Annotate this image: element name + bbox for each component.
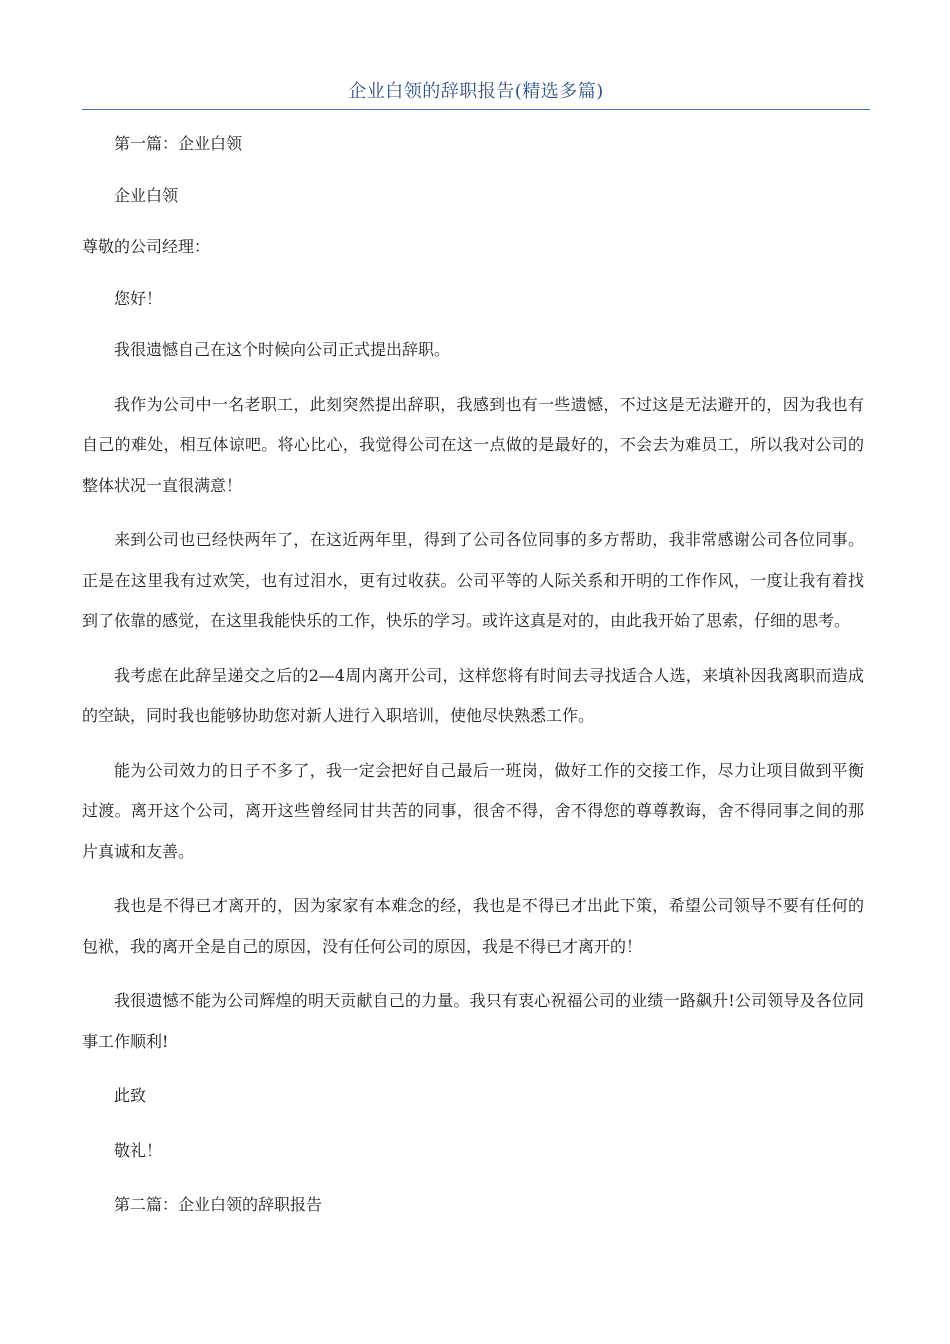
body-paragraph: 我作为公司中一名老职工，此刻突然提出辞职，我感到也有一些遗憾，不过这是无法避开的，因为我也有自己的难处，相互体谅吧。将心比心，我觉得公司在这一点做的是最好的，不会去为难员工，所以我对公司的整体状况一直很满意！: [82, 394, 864, 495]
letter-regards: 敬礼！: [114, 1140, 163, 1160]
body-paragraph: 我考虑在此辞呈递交之后的2—4周内离开公司，这样您将有时间去寻找适合人选，来填补因我离职而造成的空缺，同时我也能够协助您对新人进行入职培训，使他尽快熟悉工作。: [82, 665, 864, 725]
letter-greeting: 您好！: [114, 288, 163, 308]
body-paragraph: 我很遗憾自己在这个时候向公司正式提出辞职。: [114, 340, 451, 359]
section-heading-part-1: 第一篇：企业白领: [114, 134, 243, 153]
document-title: 企业白领的辞职报告(精选多篇): [348, 81, 604, 102]
letter-closing: 此致: [114, 1086, 147, 1105]
document-body: [82, 124, 864, 1226]
body-paragraph: 能为公司效力的日子不多了，我一定会把好自己最后一班岗，做好工作的交接工作，尽力让项目做到平衡过渡。离开这个公司，离开这些曾经同甘共苦的同事，很舍不得，舍不得您的尊尊教诲，舍不得同事之间的那片真诚和友善。: [82, 760, 864, 861]
letter-salutation: 尊敬的公司经理：: [82, 237, 211, 256]
body-paragraph: 我也是不得已才离开的，因为家家有本难念的经，我也是不得已才出此下策，希望公司领导不要有任何的包袱，我的离开全是自己的原因，没有任何公司的原因，我是不得已才离开的！: [82, 896, 864, 956]
letter-subject: 企业白领: [114, 185, 179, 205]
section-heading-part-2: 第二篇：企业白领的辞职报告: [114, 1195, 323, 1214]
header-divider: [82, 109, 870, 110]
document-header: [82, 80, 870, 110]
body-paragraph: 来到公司也已经快两年了，在这近两年里，得到了公司各位同事的多方帮助，我非常感谢公司各位同事。正是在这里我有过欢笑，也有过泪水，更有过收获。公司平等的人际关系和开明的工作作风，一度让我有着找到了依靠的感觉，在这里我能快乐的工作，快乐的学习。或许这真是对的，由此我开始了思索，仔细的思考。: [82, 530, 864, 630]
body-paragraph: 我很遗憾不能为公司辉煌的明天贡献自己的力量。我只有衷心祝福公司的业绩一路飙升!公司领导及各位同事工作顺利!: [82, 991, 864, 1051]
